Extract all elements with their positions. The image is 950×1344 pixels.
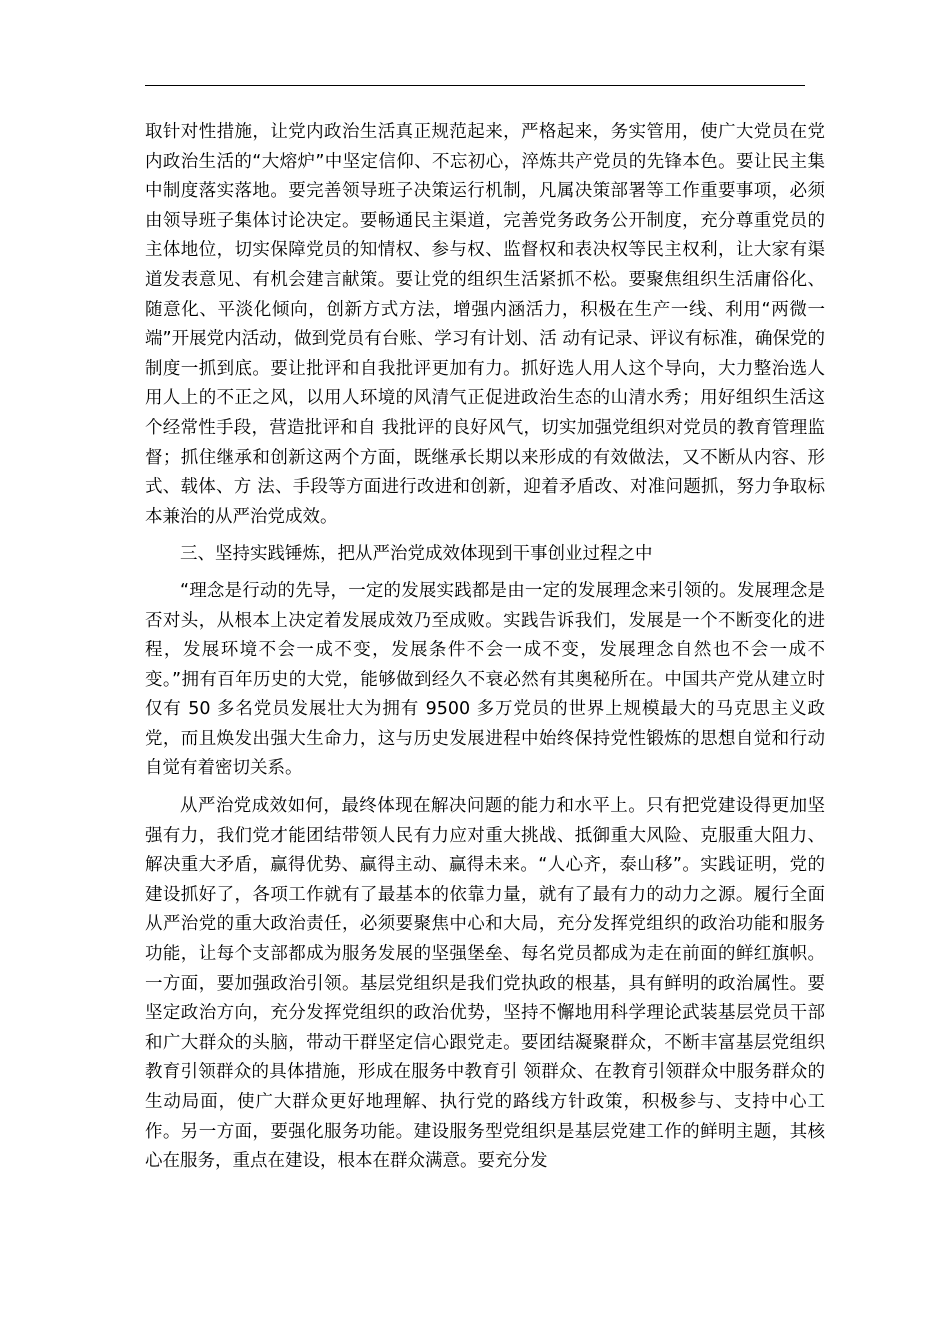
paragraph-3: 从严治党成效如何，最终体现在解决问题的能力和水平上。只有把党建设得更加坚强有力，我们党才能团结带领人民有力应对重大挑战、抵御重大风险、克服重大阻力、解决重大矛盾，赢得优势、赢得主动、赢得未来。“人心齐，泰山移”。实践证明，党的建设抓好了，各项工作就有了最基本的依靠力量，就有了最有力的动力之源。履行全面从严治党的重大政治责任，必须要聚焦中心和大局，充分发挥党组织的政治功能和服务功能，让每个支部都成为服务发展的坚强堡垒、每名党员都成为走在前面的鲜红旗帜。一方面，要加强政治引领。基层党组织是我们党执政的根基，具有鲜明的政治属性。要坚定政治方向，充分发挥党组织的政治优势，坚持不懈地用科学理论武装基层党员干部和广大群众的头脑，带动干群坚定信心跟党走。要团结凝聚群众，不断丰富基层党组织教育引领群众的具体措施，形成在服务中教育引 领群众、在教育引领群众中服务群众的生动局面，使广大群众更好地理解、执行党的路线方针政策，积极参与、支持中心工作。另一方面，要强化服务功能。建设服务型党组织是基层党建工作的鲜明主题，其核心在服务，重点在建设，根本在群众满意。要充分发 [145, 796, 825, 1172]
header-rule [145, 85, 805, 86]
paragraph-2: “理念是行动的先导，一定的发展实践都是由一定的发展理念来引领的。发展理念是否对头，从根本上决定着发展成效乃至成败。实践告诉我们，发展是一个不断变化的进程，发展环境不会一成不变，发展条件不会一成不变，发展理念自然也不会一成不变。”拥有百年历史的大党，能够做到经久不衰必然有其奥秘所在。中国共产党从建立时仅有 50 多名党员发展壮大为拥有 9500 多万党员的世界上规模最大的马克思主义政党，而且焕发出强大生命力，这与历史发展进程中始终保持党性锻炼的思想自觉和行动自觉有着密切关系。 [145, 580, 825, 779]
paragraph-1: 取针对性措施，让党内政治生活真正规范起来，严格起来，务实管用，使广大党员在党内政治生活的“大熔炉”中坚定信仰、不忘初心，淬炼共产党员的先锋本色。要让民主集中制度落实落地。要完善领导班子决策运行机制，凡属决策部署等工作重要事项，必须由领导班子集体讨论决定。要畅通民主渠道，完善党务政务公开制度，充分尊重党员的主体地位，切实保障党员的知情权、参与权、监督权和表决权等民主权利，让大家有渠道发表意见、有机会建言献策。要让党的组织生活紧抓不松。要聚焦组织生活庸俗化、随意化、平淡化倾向，创新方式方法，增强内涵活力，积极在生产一线、利用“两微一端”开展党内活动，做到党员有台账、学习有计划、活 动有记录、评议有标准，确保党的制度一抓到底。要让批评和自我批评更加有力。抓好选人用人这个导向，大力整治选人用人上的不正之风，以用人环境的风清气正促进政治生态的山清水秀；用好组织生活这个经常性手段，营造批评和自 我批评的良好风气，切实加强党组织对党员的教育管理监督；抓住继承和创新这两个方面，既继承长期以来形成的有效做法，又不断从内容、形式、载体、方 法、手段等方面进行改进和创新，迎着矛盾改、对准问题抓，努力争取标本兼治的从严治党成效。 [145, 122, 825, 527]
section-heading: 三、坚持实践锤炼，把从严治党成效体现到干事创业过程之中 [180, 544, 653, 565]
document-body [145, 118, 825, 1177]
